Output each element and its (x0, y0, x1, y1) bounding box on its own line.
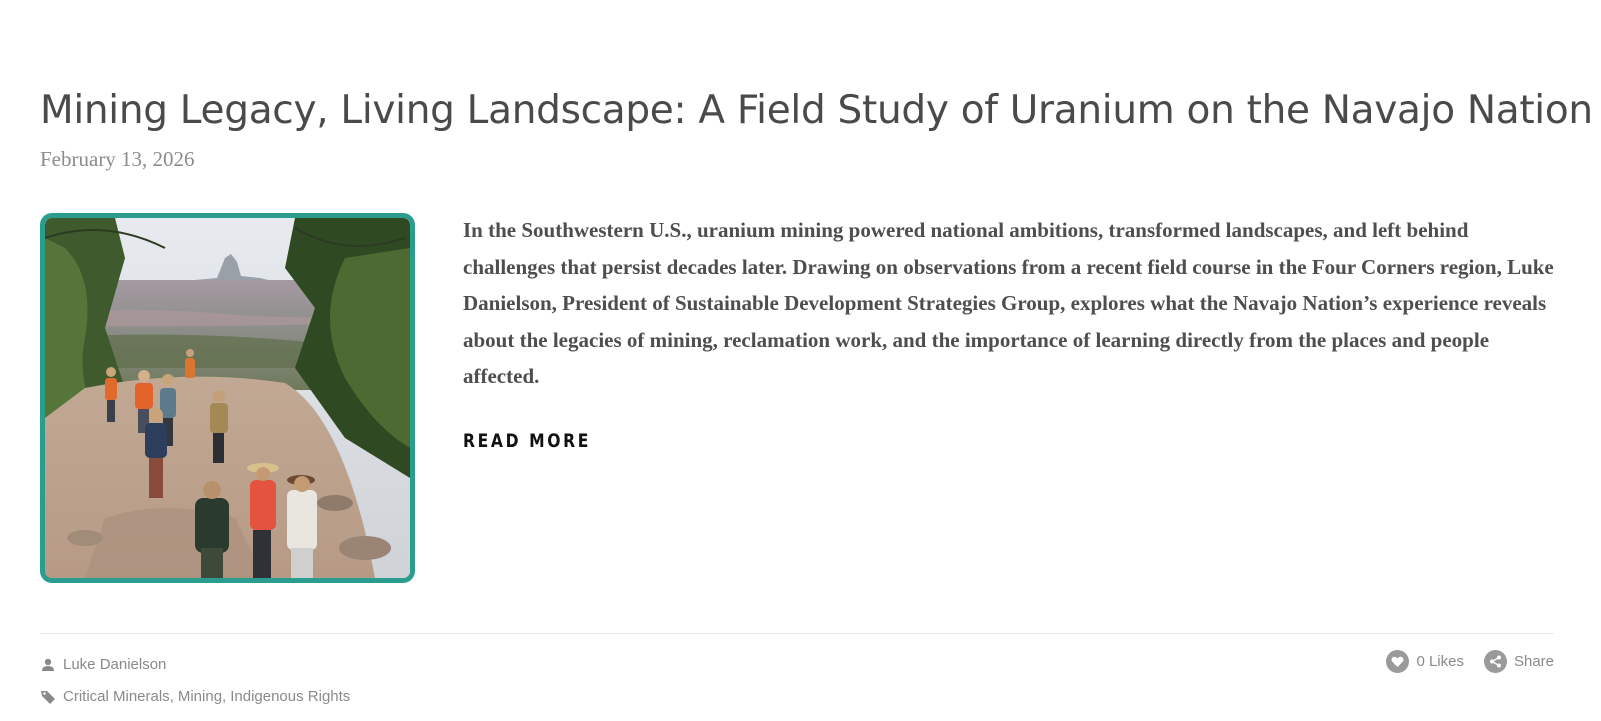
tag-link-indigenous-rights[interactable]: Indigenous Rights (230, 688, 351, 705)
post-tags (40, 688, 350, 705)
share-icon (1484, 650, 1507, 673)
like-button[interactable] (1386, 650, 1464, 673)
post-date: February 13, 2026 (40, 147, 195, 171)
tag-link-critical-minerals[interactable]: Critical Minerals (63, 688, 170, 705)
post-author (40, 656, 166, 673)
likes-count: 0 Likes (1416, 653, 1464, 670)
post-title[interactable]: Mining Legacy, Living Landscape: A Field Study of Uranium on the Navajo Nation (40, 88, 1593, 133)
tag-separator: , (222, 688, 227, 705)
post-footer-divider (40, 633, 1554, 634)
tag-icon (40, 689, 56, 705)
user-icon (40, 657, 56, 673)
heart-icon (1386, 650, 1409, 673)
author-link[interactable]: Luke Danielson (63, 656, 167, 673)
tag-link-mining[interactable]: Mining (177, 688, 223, 705)
hikers-landscape-photo (45, 218, 410, 578)
share-label: Share (1513, 653, 1554, 670)
post-actions (1386, 650, 1554, 673)
post-featured-image[interactable] (40, 213, 415, 583)
read-more-link[interactable]: READ MORE (463, 430, 592, 452)
tag-separator: , (169, 688, 174, 705)
share-button[interactable] (1484, 650, 1554, 673)
post-excerpt: In the Southwestern U.S., uranium mining powered national ambitions, transformed landscapes, and left behind challenges that persist decades later. Drawing on observations from a recent field course in the Four Corners region, Luke Danielson, President of Sustainable Development Strategies Group, explores what the Navajo Nation’s experience reveals about the legacies of mining, reclamation work, and the importance of learning directly from the places and people affected. (463, 218, 1554, 388)
